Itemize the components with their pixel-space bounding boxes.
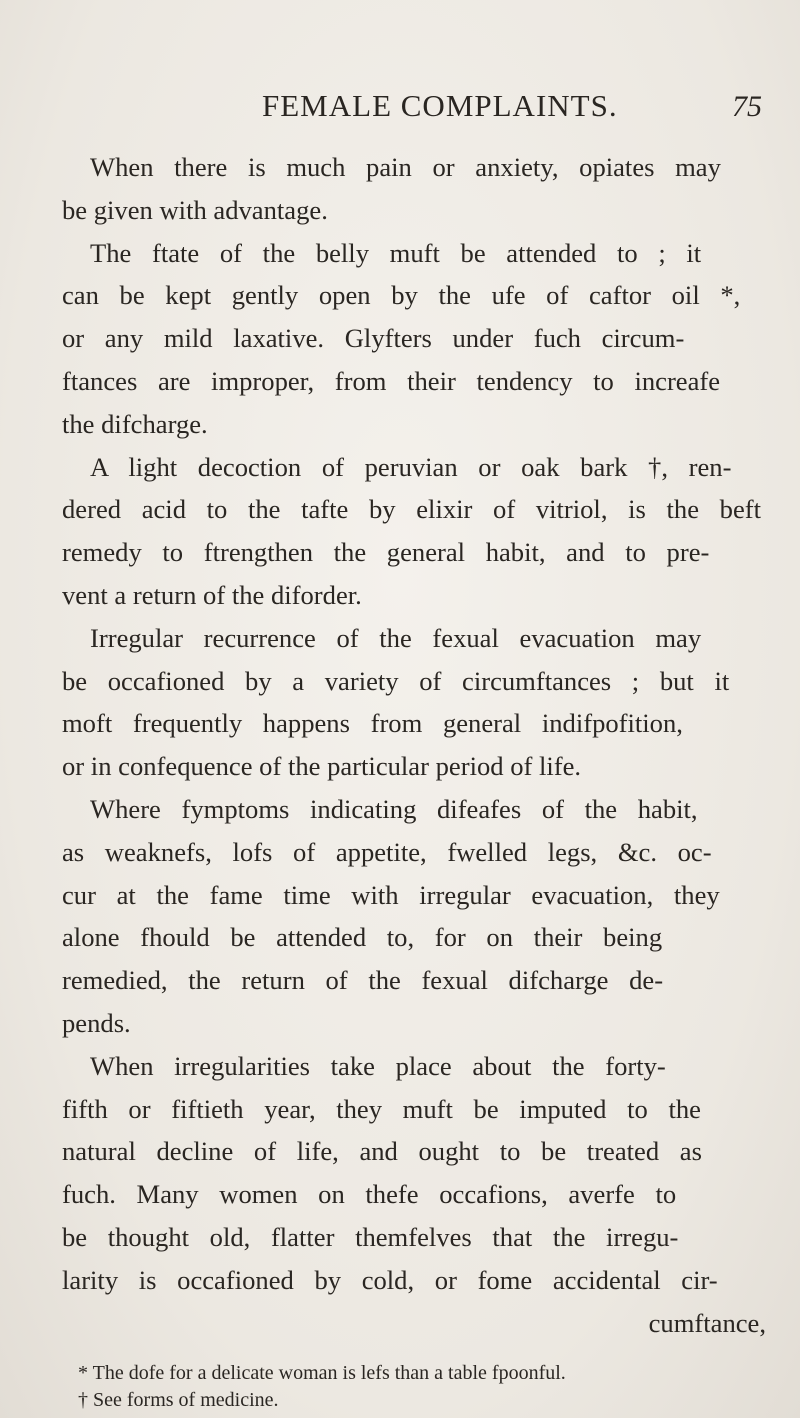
text-line: Irregular recurrence of the fexual evacuation may bbox=[90, 622, 702, 653]
text-line: A light decoction of peruvian or oak bark †, ren- bbox=[90, 451, 732, 482]
text-line: be thought old, flatter themfelves that the irregu- bbox=[62, 1221, 679, 1252]
text-line: When irregularities take place about the forty- bbox=[90, 1050, 666, 1081]
text-line: larity is occafioned by cold, or fome accidental cir- bbox=[62, 1264, 718, 1295]
text-line: remedy to ftrengthen the general habit, and to pre- bbox=[62, 537, 710, 568]
text-line: cur at the fame time with irregular evacuation, they bbox=[62, 879, 720, 910]
text-line: vent a return of the diforder. bbox=[62, 579, 362, 610]
footnote: † See forms of medicine. bbox=[78, 1389, 279, 1411]
text-line: the difcharge. bbox=[62, 408, 208, 439]
text-line: be given with advantage. bbox=[62, 194, 328, 225]
text-line: fifth or fiftieth year, they muft be imputed to the bbox=[62, 1093, 701, 1124]
footnotes bbox=[78, 1360, 778, 1414]
text-line: or in confequence of the particular period of life. bbox=[62, 751, 582, 782]
text-line: When there is much pain or anxiety, opiates may bbox=[90, 152, 721, 182]
running-title: FEMALE COMPLAINTS. bbox=[262, 88, 618, 123]
text-line: as weaknefs, lofs of appetite, fwelled legs, &c. oc- bbox=[62, 836, 712, 867]
text-line: moft frequently happens from general indifpofition, bbox=[62, 708, 683, 739]
page-header bbox=[62, 88, 762, 132]
footnote: * The dofe for a delicate woman is lefs than a table fpoonful. bbox=[78, 1362, 566, 1384]
text-line: be occafioned by a variety of circumftances ; but it bbox=[62, 665, 730, 696]
body-text bbox=[62, 146, 766, 1344]
text-line: can be kept gently open by the ufe of caftor oil *, bbox=[62, 280, 741, 311]
text-line: pends. bbox=[62, 1007, 131, 1038]
catchword-line: cumftance, bbox=[648, 1307, 766, 1338]
text-line: dered acid to the tafte by elixir of vitriol, is the beft bbox=[62, 494, 761, 525]
text-line: alone fhould be attended to, for on their being bbox=[62, 922, 663, 953]
text-line: ftances are improper, from their tendency to increafe bbox=[62, 365, 721, 396]
text-line: The ftate of the belly muft be attended to ; it bbox=[90, 237, 702, 268]
text-line: or any mild laxative. Glyfters under fuch circum- bbox=[62, 323, 685, 354]
text-line: natural decline of life, and ought to be treated as bbox=[62, 1136, 702, 1167]
page-number: 75 bbox=[732, 90, 762, 123]
text-line: remedied, the return of the fexual difcharge de- bbox=[62, 965, 664, 996]
text-line: Where fymptoms indicating difeafes of the habit, bbox=[90, 793, 698, 824]
text-line: fuch. Many women on thefe occafions, averfe to bbox=[62, 1179, 677, 1210]
